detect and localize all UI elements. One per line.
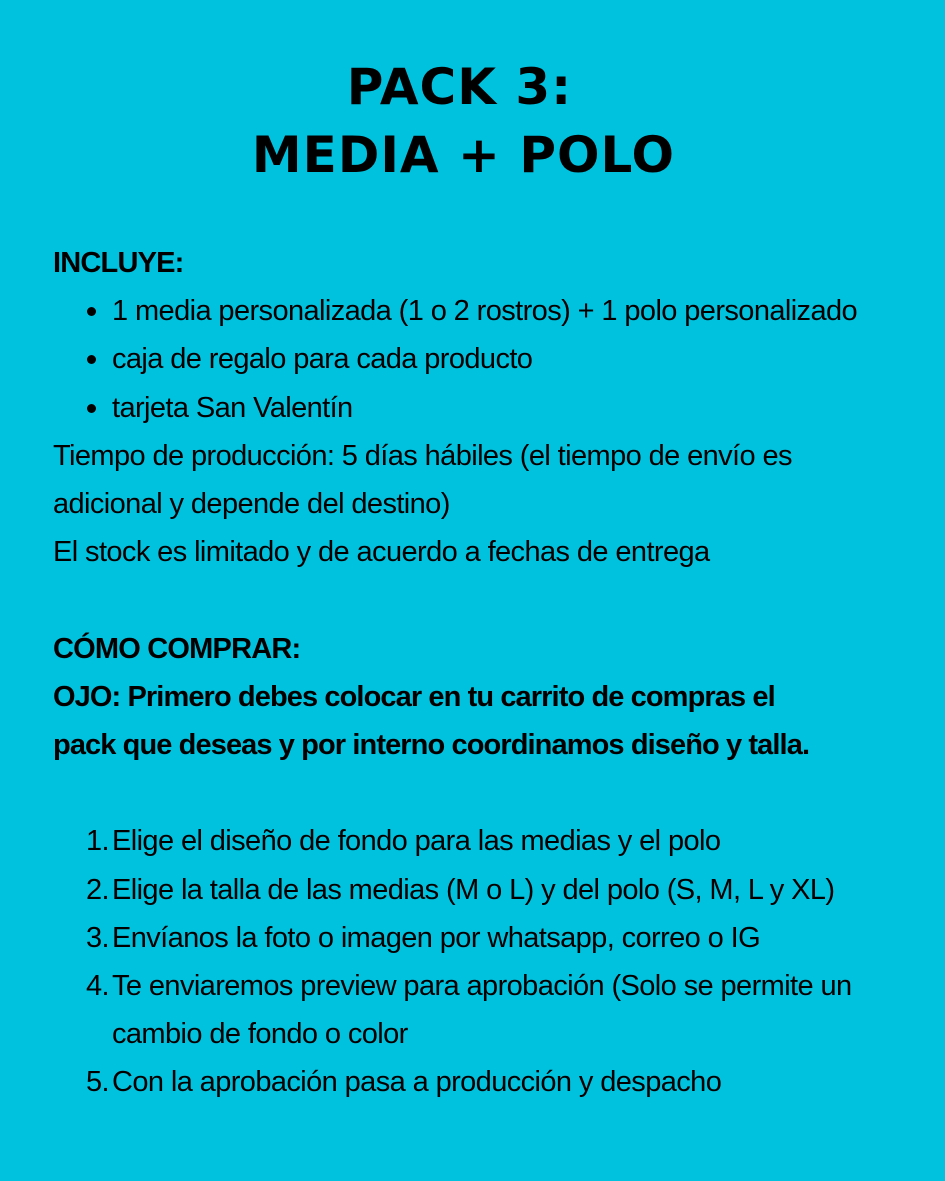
spacer xyxy=(53,576,903,624)
step-text: Elige la talla de las medias (M o L) y del polo (S, M, L y XL) xyxy=(112,873,835,906)
step-text: Con la aprobación pasa a producción y despacho xyxy=(112,1066,722,1099)
page-title xyxy=(0,53,945,189)
step-text: Envíanos la foto o imagen por whatsapp, correo o IG xyxy=(112,921,761,954)
list-item-text: tarjeta San Valentín xyxy=(112,391,353,424)
step-number: 2. xyxy=(86,873,109,906)
step-number: 3. xyxy=(86,921,109,954)
list-item xyxy=(53,335,903,383)
content xyxy=(53,239,903,1107)
includes-heading: INCLUYE: xyxy=(53,247,184,279)
step-item xyxy=(53,962,903,1058)
step-number: 1. xyxy=(86,825,109,858)
bullet-icon xyxy=(87,355,96,364)
step-item xyxy=(53,914,903,962)
title-line-1: PACK 3: xyxy=(346,58,573,116)
bullet-icon xyxy=(87,307,96,316)
step-item xyxy=(53,866,903,914)
warning-note-line-2: pack que deseas y por interno coordinamos diseño y talla. xyxy=(53,729,810,762)
list-item-text: caja de regalo para cada producto xyxy=(112,343,533,376)
bullet-icon xyxy=(87,404,96,413)
how-to-buy-heading: CÓMO COMPRAR: xyxy=(53,632,301,665)
stock-note: El stock es limitado y de acuerdo a fechas de entrega xyxy=(53,536,710,569)
step-text: Elige el diseño de fondo para las medias y el polo xyxy=(112,825,721,858)
list-item xyxy=(53,287,903,335)
list-item-text: 1 media personalizada (1 o 2 rostros) + 1 polo personalizado xyxy=(112,295,858,328)
warning-note-line-1: OJO: Primero debes colocar en tu carrito de compras el xyxy=(53,680,775,713)
step-item xyxy=(53,817,903,865)
list-item xyxy=(53,384,903,432)
step-text: Te enviaremos preview para aprobación (Solo se permite un cambio de fondo o color xyxy=(112,970,852,1051)
steps-list xyxy=(53,817,903,1106)
production-time-line-2: adicional y depende del destino) xyxy=(53,488,450,521)
production-time-line-1: Tiempo de producción: 5 días hábiles (el tiempo de envío es xyxy=(53,439,792,472)
step-number: 4. xyxy=(86,970,109,1003)
title-line-2: MEDIA + POLO xyxy=(251,126,676,184)
spacer xyxy=(53,769,903,817)
step-item xyxy=(53,1058,903,1106)
includes-list xyxy=(53,287,903,432)
step-number: 5. xyxy=(86,1066,109,1099)
